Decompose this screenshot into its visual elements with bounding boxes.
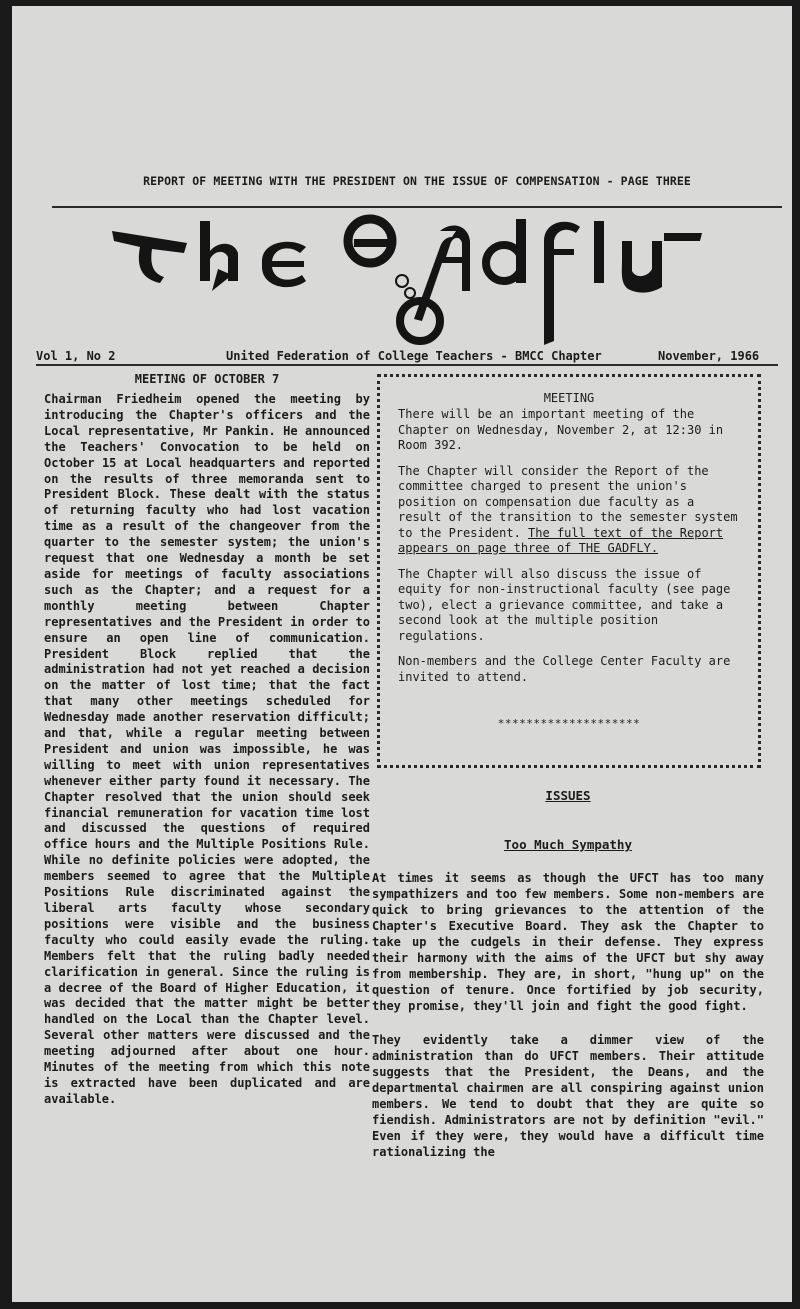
notice-report-reference: The full text of the Report appears on page three of THE GADFLY. bbox=[398, 525, 724, 555]
notice-title: MEETING bbox=[543, 391, 595, 405]
masthead-top-rule bbox=[52, 206, 782, 208]
issues-subheading-text: Too Much Sympathy bbox=[504, 837, 632, 852]
meeting-report-body: Chairman Friedheim opened the meeting by introducing the Chapter's officers and the Local representative, Mr Pankin. He announced the Teachers' Convocation to be held on October 15 at Local headquarters and reported on the results of three memoranda sent to President Block. These dealt with the status of returning faculty who had lost vacation time as a result of the changeover from the quarter to the semester system; the union's request that one Wednesday a month be set aside for meetings of faculty associations such as the Chapter; and a request for a monthly meeting between Chapter representatives and the President in order to ensure an open line of communication. President Block replied that the administration had not yet reached a decision on the matter of lost time; that the fact that many other meetings scheduled for Wednesday made another reservation difficult; and that, while a regular meeting between President and union was impossible, he was willing to meet with union representatives whenever either party found it necessary. The Chapter resolved that the union should seek financial remuneration for vacation time lost and discussed the questions of required office hours and the Multiple Positions Rule. While no definite policies were adopted, the members seemed to agree that the Multiple Positions Rule discriminated against the liberal arts faculty whose secondary positions were visible and the business faculty who could easily evade the ruling. Members felt that the ruling badly needed clarification in general. Since the ruling is a decree of the Board of Higher Education, it was decided that the matter might be better handled on the Local than the Chapter level. Several other matters were discussed and the meeting adjourned after about one hour. Minutes of the meeting from which this note is extracted have been duplicated and are available. bbox=[44, 392, 370, 1106]
issues-heading: ISSUES bbox=[545, 788, 591, 803]
notice-star-divider: ******************** bbox=[497, 717, 641, 730]
meeting-notice-box bbox=[377, 374, 761, 768]
issues-column bbox=[372, 788, 764, 1178]
publisher-name: United Federation of College Teachers - BMCC Chapter bbox=[226, 349, 602, 363]
volume-number: Vol 1, No 2 bbox=[36, 349, 116, 363]
issue-info-line bbox=[36, 349, 778, 366]
notice-paragraph-3: The Chapter will also discuss the issue of equity for non-instructional faculty (see page two), elect a grievance committee, and take a second look at the multiple position regulations. bbox=[398, 566, 731, 643]
gadfly-logo-icon bbox=[92, 211, 732, 351]
issues-paragraph-2: They evidently take a dimmer view of the administration than do UFCT members. Their attitude suggests that the President, the Deans, and the departmental chairmen are all conspiring against union members. We tend to doubt that they are quite so fiendish. Administrators are not by definition "evil." Even if they were, they would have a difficult time rationalizing the bbox=[372, 1033, 764, 1159]
newsletter-page bbox=[12, 6, 792, 1302]
issues-paragraph-1: At times it seems as though the UFCT has too many sympathizers and too few members. Some non-members are quick to bring grievances to the attention of the Chapter's Executive Board. They ask the Chapter to take up the cudgels in their defense. They express their harmony with the aims of the UFCT but shy away from membership. They are, in short, "hung up" on the question of tenure. Once fortified by job security, they promise, they'll join and fight the good fight. bbox=[372, 871, 764, 1013]
notice-paragraph-2-text: The Chapter will consider the Report of the committee charged to present the union's position on compensation due faculty as a result of the transition to the semester system to the President. bbox=[398, 463, 738, 540]
page-banner: REPORT OF MEETING WITH THE PRESIDENT ON THE ISSUE OF COMPENSATION - PAGE THREE bbox=[143, 174, 691, 188]
notice-paragraph-1: There will be an important meeting of the Chapter on Wednesday, November 2, at 12:30 in Room 392. bbox=[398, 407, 724, 452]
meeting-report-heading: MEETING OF OCTOBER 7 bbox=[134, 372, 280, 386]
meeting-report-column bbox=[44, 372, 370, 1108]
issue-date: November, 1966 bbox=[658, 349, 760, 363]
issues-subheading bbox=[372, 837, 764, 852]
masthead-logo bbox=[92, 211, 732, 351]
notice-paragraph-2 bbox=[398, 464, 740, 557]
notice-paragraph-4: Non-members and the College Center Faculty are invited to attend. bbox=[398, 654, 731, 684]
